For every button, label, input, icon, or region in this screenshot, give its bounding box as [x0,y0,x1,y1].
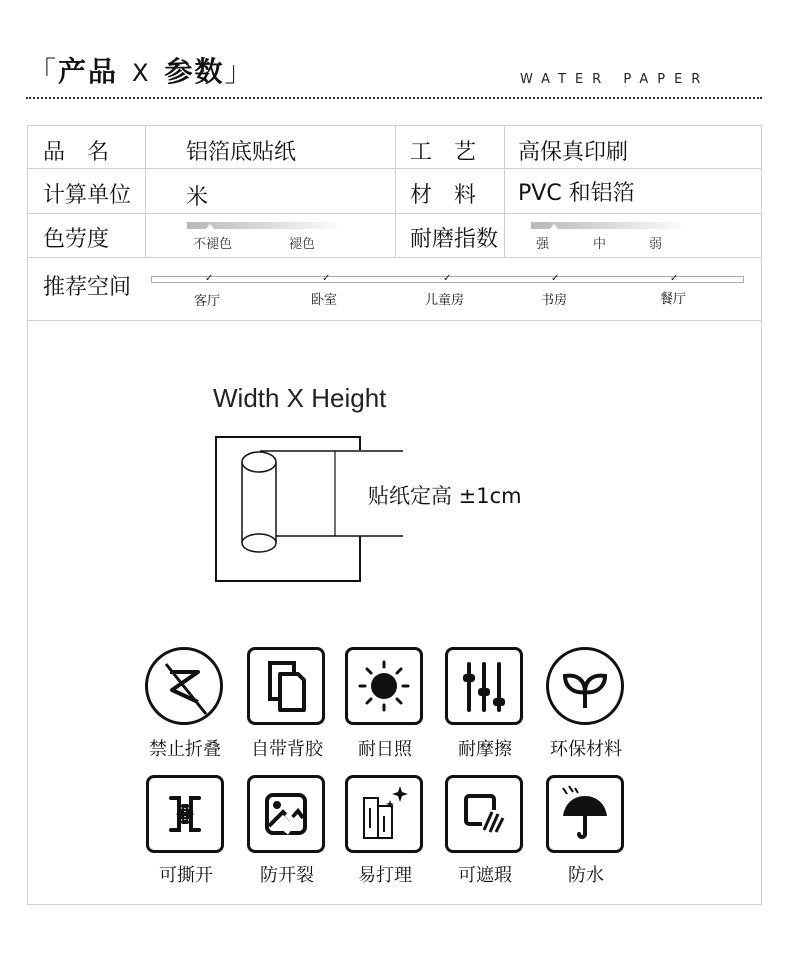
room-check: ✓ [670,273,679,284]
name-label: 品 名 [43,140,110,165]
sliders-icon [445,647,523,725]
adhesive-icon [247,647,325,725]
feature-label: 禁止折叠 [149,739,221,760]
unit-value: 米 [186,185,209,210]
dimension-label: Width X Height [213,383,387,413]
fastness-left-text: 不褪色 [193,237,233,252]
wear-level-strong: 强 [536,237,550,252]
feature-label: 环保材料 [550,739,622,760]
col-divider [145,125,146,257]
wear-label: 耐磨指数 [410,227,499,252]
room-study: 书房 [541,293,568,308]
room-living: 客厅 [194,294,221,309]
feature-label: 防水 [568,865,604,886]
bracket-open: 「 [28,55,59,88]
room-bedroom: 卧室 [311,293,338,308]
room-kids: 儿童房 [425,293,465,308]
feature-label: 耐摩擦 [458,739,512,760]
room-check: ✓ [205,273,214,284]
dotted-divider [26,97,762,99]
easy-clean-icon [345,775,423,853]
col-divider [504,125,505,257]
wear-marker [550,224,558,229]
feature-label: 可撕开 [159,865,213,886]
bracket-close: 」 [224,55,255,88]
col-divider [395,125,396,257]
room-check: ✓ [443,273,452,284]
cover-flaw-icon [445,775,523,853]
title-product: 产品 [58,55,119,88]
material-value: PVC 和铝箔 [518,181,635,206]
umbrella-icon [546,775,624,853]
feature-label: 自带背胶 [251,739,323,760]
page-title [28,50,255,90]
craft-label: 工 艺 [410,140,477,165]
fastness-right-text: 褪色 [289,237,316,252]
page-subtitle: WATER PAPER [520,72,710,87]
no-fold-icon [145,647,223,725]
title-x: X [132,59,151,87]
feature-label: 耐日照 [358,739,412,760]
material-label: 材 料 [410,183,477,208]
feature-label: 防开裂 [260,865,314,886]
feature-label: 可遮瑕 [458,865,512,886]
roll-diagram [200,430,420,590]
wear-level-medium: 中 [593,237,607,252]
room-check: ✓ [551,273,560,284]
peel-icon [146,775,224,853]
name-value: 铝箔底贴纸 [186,140,297,165]
fastness-label: 色劳度 [43,227,110,252]
sun-icon [345,647,423,725]
craft-value: 高保真印刷 [518,140,629,165]
anti-crack-icon [247,775,325,853]
feature-label: 易打理 [358,865,412,886]
room-dining: 餐厅 [660,292,687,307]
unit-label: 计算单位 [43,183,132,208]
row-divider [27,320,762,321]
wear-level-weak: 弱 [649,237,663,252]
fastness-marker [206,224,214,229]
room-check: ✓ [322,273,331,284]
title-params: 参数 [164,55,225,88]
rooms-label: 推荐空间 [43,275,132,300]
height-note: 贴纸定高 ±1cm [368,484,522,508]
eco-leaf-icon [546,647,624,725]
row-divider [27,257,762,258]
